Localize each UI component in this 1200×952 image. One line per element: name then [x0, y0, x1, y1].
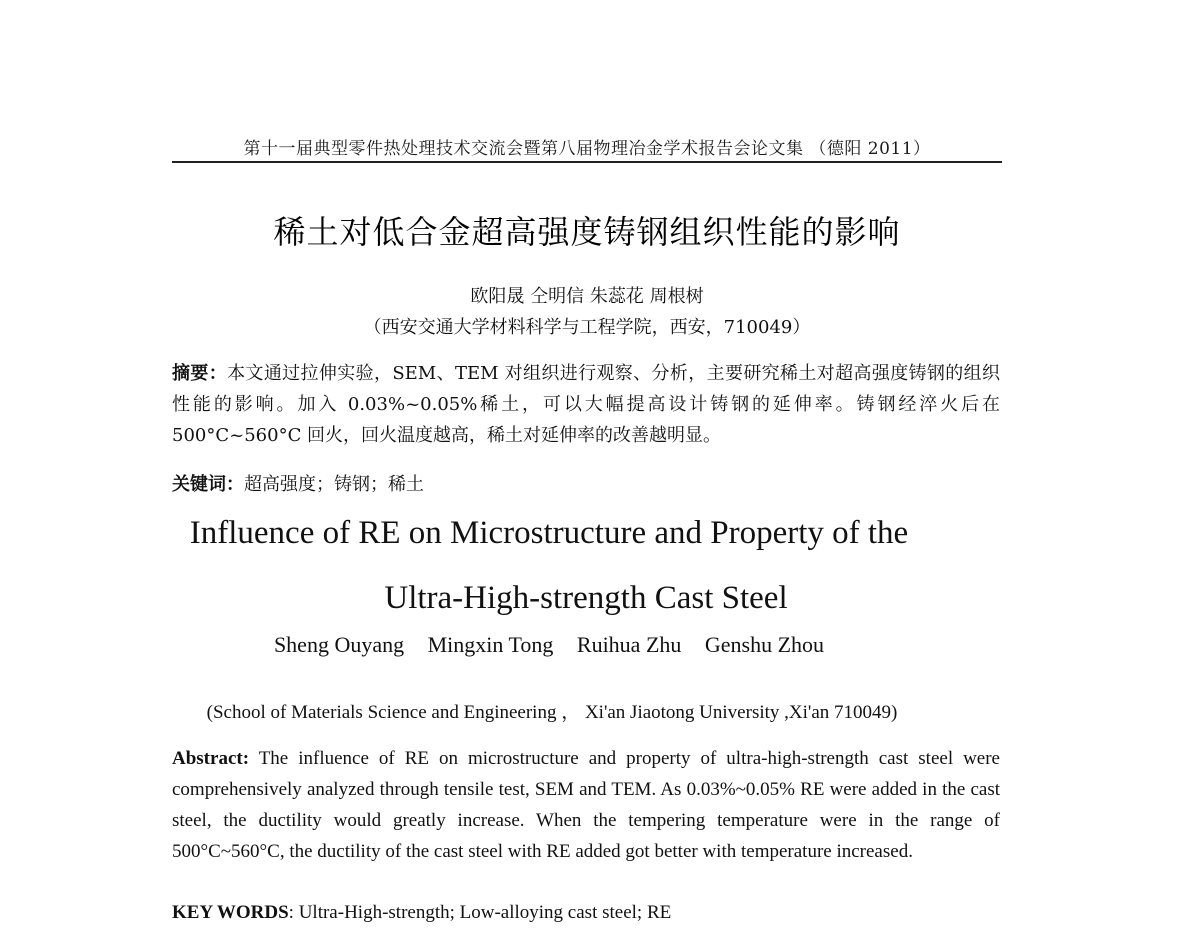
- english-keywords-label: KEY WORDS: [172, 902, 289, 923]
- english-affiliation: (School of Materials Science and Engineering ， Xi'an Jiaotong University ,Xi'an 710049): [206, 702, 898, 723]
- chinese-keywords-text: 超高强度；铸钢；稀土: [244, 474, 424, 495]
- english-abstract-text: The influence of RE on microstructure and property of ultra-high-strength cast steel were comprehensively analyzed through tensile test, SEM and TEM. As 0.03%~0.05% RE were added in the cast steel, the ductility would greatly increase. When the tempering temperature were in the range of 500°C~560°C, the ductility of the cast steel with RE added got better with temperature increased.: [172, 748, 1000, 862]
- header-rule: [172, 161, 1002, 163]
- english-keywords-text: : Ultra-High-strength; Low-alloying cast steel; RE: [288, 902, 672, 923]
- author-name: Sheng Ouyang: [273, 632, 405, 657]
- english-keywords: [172, 902, 1000, 924]
- chinese-affiliation: （西安交通大学材料科学与工程学院，西安，710049）: [363, 317, 811, 338]
- chinese-title: 稀土对低合金超高强度铸钢组织性能的影响: [273, 213, 901, 251]
- english-abstract-label: Abstract:: [172, 748, 250, 769]
- english-title-line-1: Influence of RE on Microstructure and Property of the: [189, 515, 909, 551]
- author-name: Ruihua Zhu: [576, 632, 682, 657]
- chinese-abstract-label: 摘要：: [172, 363, 228, 384]
- chinese-keywords: [172, 470, 1000, 496]
- chinese-abstract-text: 本文通过拉伸实验，SEM、TEM 对组织进行观察、分析，主要研究稀土对超高强度铸钢的组织性能的影响。加入 0.03%~0.05%稀土，可以大幅提高设计铸钢的延伸率。铸钢经淬火后在 500°C~560°C 回火，回火温度越高，稀土对延伸率的改善越明显。: [172, 363, 1001, 446]
- chinese-abstract: [172, 358, 1000, 451]
- author-name: Genshu Zhou: [704, 632, 825, 657]
- english-authors: [135, 632, 963, 658]
- author-name: Mingxin Tong: [427, 632, 554, 657]
- running-header: 第十一届典型零件热处理技术交流会暨第八届物理冶金学术报告会论文集 （德阳 2011）: [243, 139, 931, 159]
- english-title-line-2: Ultra-High-strength Cast Steel: [384, 580, 788, 616]
- chinese-authors: 欧阳晟 仝明信 朱蕊花 周根树: [470, 286, 704, 307]
- english-abstract: [172, 743, 1000, 867]
- chinese-keywords-label: 关键词：: [172, 474, 244, 495]
